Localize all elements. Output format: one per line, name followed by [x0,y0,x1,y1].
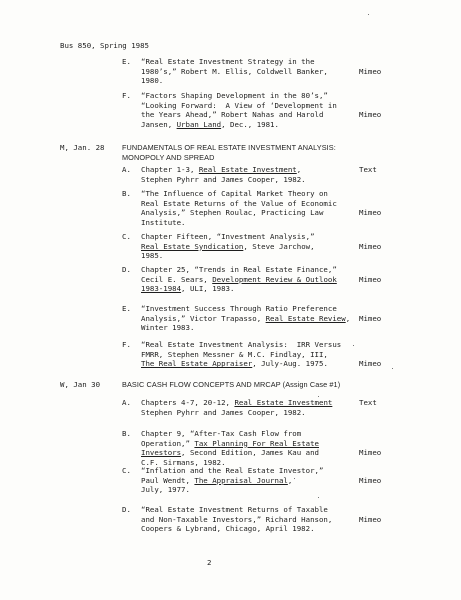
citation-text: , July-Aug. 1975. [252,359,328,369]
citation-text: “The Influence of Capital Market Theory on [141,189,328,198]
citation-text: Paul Wendt, [141,475,195,485]
source-type: Mimeo [359,448,382,458]
section-date: W, Jan 30 [60,380,101,389]
source-type: Mimeo [359,66,382,76]
citation-text: Operation,” [141,438,195,448]
citation-line [141,251,163,261]
citation-line [141,466,323,476]
citation-text: Chapter 1-3, [141,165,199,174]
citation-line [141,175,306,185]
citation-line [141,314,350,324]
publication-title: Development Review & Outlook [212,274,337,284]
citation-line [141,265,337,275]
citation-line [141,524,315,534]
citation-text: “Inflation and the Real Estate Investor,” [141,466,324,475]
citation-text: “Investment Success Through Ratio Preference [141,304,337,313]
citation-line [141,275,337,285]
publication-title: Investors [141,448,182,458]
citation-line [141,359,328,369]
entry-letter: B. [122,429,131,438]
citation-text: Chapter 9, “After-Tax Cash Flow from [141,429,302,438]
citation-text: July, 1977. [141,485,190,495]
citation-text: the Years Ahead,” Robert Nahas and Harold [141,110,324,120]
source-type: Text [359,398,377,407]
citation-text: , Steve Jarchow, [243,241,315,251]
citation-text: 1980’s,” Robert M. Ellis, Coldwell Banker, [141,66,328,76]
entry-letter: F. [122,340,131,349]
source-type: Mimeo [359,110,382,120]
citation-line [141,218,186,228]
entry-letter: A. [122,165,131,174]
section-heading: MONOPOLY AND SPREAD [122,152,215,162]
citation-text: “Real Estate Investment Analysis: IRR Versus [141,340,342,349]
citation-text: “Looking Forward: A View of ‘Development in [141,100,337,110]
citation-line [141,67,328,77]
course-header: Bus 850, Spring 1985 [60,41,149,50]
scan-speck [368,14,369,15]
citation-text: , ULI, 1983. [181,284,235,294]
entry-letter: C. [122,232,131,241]
citation-text: Chapter Fifteen, “Investment Analysis,” [141,232,315,241]
scan-speck [318,396,319,397]
entry-letter: F. [122,91,131,100]
publication-title: Real Estate Investment [234,398,333,407]
source-type: Mimeo [359,359,382,369]
citation-text: Stephen Pyhrr and James Cooper, 1982. [141,407,306,417]
citation-text: “Real Estate Investment Strategy in the [141,57,315,66]
citation-line [141,340,341,350]
publication-title: Real Estate Review [265,313,346,323]
source-type: Mimeo [359,514,382,524]
citation-line [141,429,301,439]
publication-title: The Appraisal Journal [194,475,288,485]
source-type: Mimeo [359,208,382,218]
citation-text: Jansen, [141,119,177,129]
publication-title: Tax Planning For Real Estate [194,438,319,448]
citation-line [141,57,315,67]
section-heading: FUNDAMENTALS OF REAL ESTATE INVESTMENT ANALYSIS: [122,143,336,152]
citation-line [141,323,194,333]
entry-letter: D. [122,505,131,514]
citation-line [141,120,279,130]
scan-speck [294,478,295,479]
citation-line [141,165,301,175]
citation-text: , [296,165,302,174]
source-type: Mimeo [359,241,382,251]
citation-line [141,350,328,360]
publication-title: Real Estate Investment [198,165,297,174]
citation-text: “Factors Shaping Development in the 80’s,” [141,91,328,100]
entry-letter: E. [122,57,131,66]
source-type: Mimeo [359,475,382,485]
citation-line [141,439,319,449]
citation-text: Stephen Pyhrr and James Cooper, 1982. [141,174,306,184]
scan-speck [392,368,393,369]
publication-title: Real Estate Syndication [141,241,244,251]
citation-line [141,476,292,486]
citation-text: Chapters 4-7, 20-12, [141,398,235,407]
source-type: Mimeo [359,313,382,323]
citation-line [141,398,332,408]
citation-line [141,101,337,111]
citation-text: “Real Estate Investment Returns of Taxable [141,505,328,514]
citation-line [141,284,234,294]
citation-line [141,505,328,515]
publication-title: 1983-1984 [141,284,182,294]
section-heading: BASIC CASH FLOW CONCEPTS AND MRCAP (Assign Case #1) [122,380,341,389]
publication-title: Urban Land [176,119,222,129]
citation-line [141,76,163,86]
scan-speck [353,345,354,346]
citation-text: and Non-Taxable Investors,” Richard Hanson, [141,514,333,524]
citation-line [141,408,306,418]
source-type: Mimeo [359,274,382,284]
citation-text: Coopers & Lybrand, Chicago, April 1982. [141,524,315,534]
entry-letter: A. [122,398,131,407]
citation-text: , [287,475,293,485]
citation-text: Chapter 25, “Trends in Real Estate Finance,” [141,265,337,274]
entry-letter: C. [122,466,131,475]
citation-line [141,485,190,495]
citation-line [141,91,328,101]
citation-text: Real Estate Returns of the Value of Economic [141,198,337,208]
citation-text: Institute. [141,217,186,227]
citation-line [141,448,319,458]
publication-title: The Real Estate Appraiser [141,359,253,369]
citation-text: 1985. [141,251,164,261]
citation-text: FMRR, Stephen Messner & M.C. Findlay, III, [141,349,328,359]
entry-letter: B. [122,189,131,198]
citation-line [141,515,332,525]
scan-speck [318,497,319,498]
citation-line [141,208,323,218]
entry-letter: D. [122,265,131,274]
section-date: M, Jan. 28 [60,143,105,152]
citation-line [141,189,328,199]
citation-text: , Second Edition, James Kau and [181,448,319,458]
citation-text: Analysis,” Victor Trapasso, [141,313,266,323]
citation-line [141,242,315,252]
citation-text: Cecil E. Sears, [141,274,213,284]
entry-letter: E. [122,304,131,313]
citation-text: , Dec., 1981. [221,119,279,129]
citation-text: 1980. [141,76,164,86]
citation-line [141,304,337,314]
citation-line [141,110,323,120]
citation-text: , [345,313,351,323]
source-type: Text [359,165,377,174]
citation-text: C.F. Sirmans, 1982. [141,457,226,467]
citation-text: Winter 1983. [141,323,195,333]
citation-text: Analysis,” Stephen Roulac, Practicing Law [141,208,324,218]
citation-line [141,199,337,209]
citation-line [141,232,315,242]
page-number: 2 [207,558,212,567]
